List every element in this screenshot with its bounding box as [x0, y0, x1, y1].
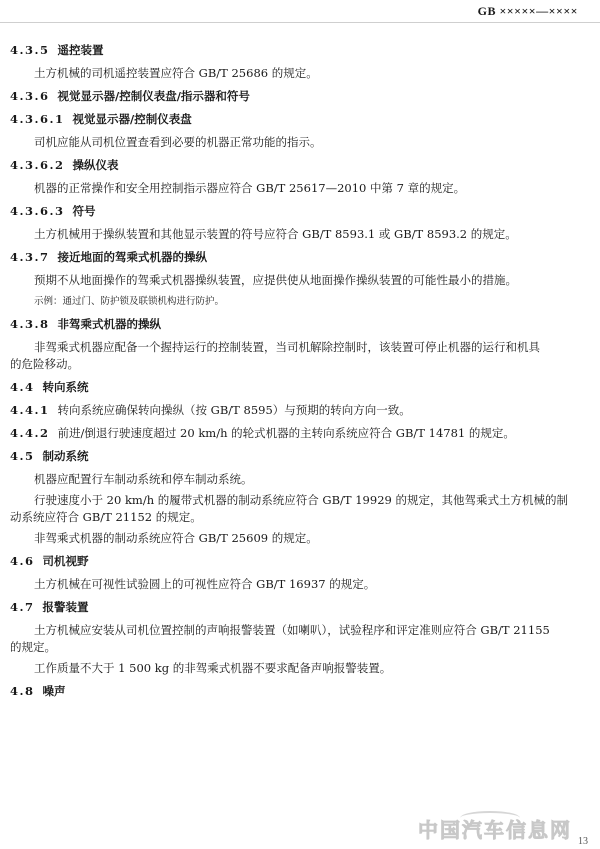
section-title: 转向系统 — [42, 380, 89, 394]
section-number: 4.6 — [10, 554, 35, 568]
paragraph — [10, 660, 582, 677]
paragraph-line: 动系统应符合 GB/T 21152 的规定。 — [10, 510, 202, 524]
paragraph — [10, 272, 582, 289]
clause-text: 前进/倒退行驶速度超过 20 km/h 的轮式机器的主转向系统应符合 GB/T 14781 的规定。 — [57, 426, 515, 440]
paragraph-line: 非驾乘式机器的制动系统应符合 GB/T 25609 的规定。 — [34, 531, 318, 545]
section-heading — [10, 379, 582, 396]
watermark-logo: 中国汽车信息网 — [418, 818, 572, 842]
document-body — [10, 36, 582, 706]
section-number: 4.3.6.3 — [10, 204, 65, 218]
section-heading — [10, 316, 582, 333]
section-title: 遥控装置 — [57, 43, 104, 57]
section-number: 4.3.6.1 — [10, 112, 65, 126]
clause-number: 4.4.2 — [10, 426, 50, 440]
paragraph-line: 土方机械在可视性试验圆上的可视性应符合 GB/T 16937 的规定。 — [34, 577, 376, 591]
section-heading — [10, 599, 582, 616]
section-number: 4.4 — [10, 380, 35, 394]
paragraph — [10, 622, 582, 656]
section-number: 4.3.5 — [10, 43, 50, 57]
section-title: 司机视野 — [42, 554, 89, 568]
paragraph — [10, 65, 582, 82]
clause-text: 转向系统应确保转向操纵（按 GB/T 8595）与预期的转向方向一致。 — [57, 403, 411, 417]
paragraph — [10, 471, 582, 488]
section-heading — [10, 42, 582, 59]
section-heading — [10, 111, 582, 128]
section-title: 视觉显示器/控制仪表盘 — [72, 112, 192, 126]
paragraph-line: 司机应能从司机位置查看到必要的机器正常功能的指示。 — [34, 135, 322, 149]
numbered-clause — [10, 425, 582, 442]
paragraph-line: 机器应配置行车制动系统和停车制动系统。 — [34, 472, 253, 486]
section-heading — [10, 203, 582, 220]
section-number: 4.3.6 — [10, 89, 50, 103]
section-number: 4.3.8 — [10, 317, 50, 331]
paragraph-line: 预期不从地面操作的驾乘式机器操纵装置，应提供使从地面操作操纵装置的可能性最小的措施。 — [34, 273, 517, 287]
section-title: 视觉显示器/控制仪表盘/指示器和符号 — [57, 89, 250, 103]
paragraph — [10, 492, 582, 526]
standard-number-header: GB ×××××—×××× — [477, 4, 578, 18]
section-heading — [10, 249, 582, 266]
section-heading — [10, 448, 582, 465]
paragraph — [10, 134, 582, 151]
section-heading — [10, 553, 582, 570]
section-title: 接近地面的驾乘式机器的操纵 — [57, 250, 208, 264]
paragraph-line: 的危险移动。 — [10, 357, 79, 371]
section-number: 4.3.7 — [10, 250, 50, 264]
clause-number: 4.4.1 — [10, 403, 50, 417]
section-heading — [10, 157, 582, 174]
paragraph-line: 土方机械应安装从司机位置控制的声响报警装置（如喇叭），试验程序和评定准则应符合 GB/T 21155 — [34, 623, 550, 637]
paragraph-line: 的规定。 — [10, 640, 56, 654]
section-heading — [10, 88, 582, 105]
section-number: 4.7 — [10, 600, 35, 614]
header-divider — [0, 22, 600, 23]
paragraph-line: 行驶速度小于 20 km/h 的履带式机器的制动系统应符合 GB/T 19929 的规定，其他驾乘式土方机械的制 — [34, 493, 568, 507]
section-title: 报警装置 — [42, 600, 89, 614]
section-number: 4.8 — [10, 684, 35, 698]
example-note: 示例：通过门、防护锁及联锁机构进行防护。 — [34, 296, 225, 307]
paragraph — [10, 576, 582, 593]
paragraph-line: 工作质量不大于 1 500 kg 的非驾乘式机器不要求配备声响报警装置。 — [34, 661, 392, 675]
section-title: 制动系统 — [42, 449, 89, 463]
page-number: 13 — [578, 836, 588, 847]
paragraph — [10, 530, 582, 547]
paragraph-line: 非驾乘式机器应配备一个握持运行的控制装置，当司机解除控制时，该装置可停止机器的运行和机具 — [34, 340, 540, 354]
paragraph — [10, 339, 582, 373]
numbered-clause — [10, 402, 582, 419]
paragraph — [10, 180, 582, 197]
paragraph-line: 土方机械用于操纵装置和其他显示装置的符号应符合 GB/T 8593.1 或 GB/T 8593.2 的规定。 — [34, 227, 517, 241]
section-heading — [10, 683, 582, 700]
section-number: 4.3.6.2 — [10, 158, 65, 172]
section-title: 非驾乘式机器的操纵 — [57, 317, 162, 331]
section-title: 噪声 — [42, 684, 66, 698]
section-title: 符号 — [72, 204, 96, 218]
section-title: 操纵仪表 — [72, 158, 119, 172]
paragraph — [10, 226, 582, 243]
paragraph-line: 机器的正常操作和安全用控制指示器应符合 GB/T 25617—2010 中第 7 章的规定。 — [34, 181, 466, 195]
section-number: 4.5 — [10, 449, 35, 463]
paragraph-line: 土方机械的司机遥控装置应符合 GB/T 25686 的规定。 — [34, 66, 318, 80]
